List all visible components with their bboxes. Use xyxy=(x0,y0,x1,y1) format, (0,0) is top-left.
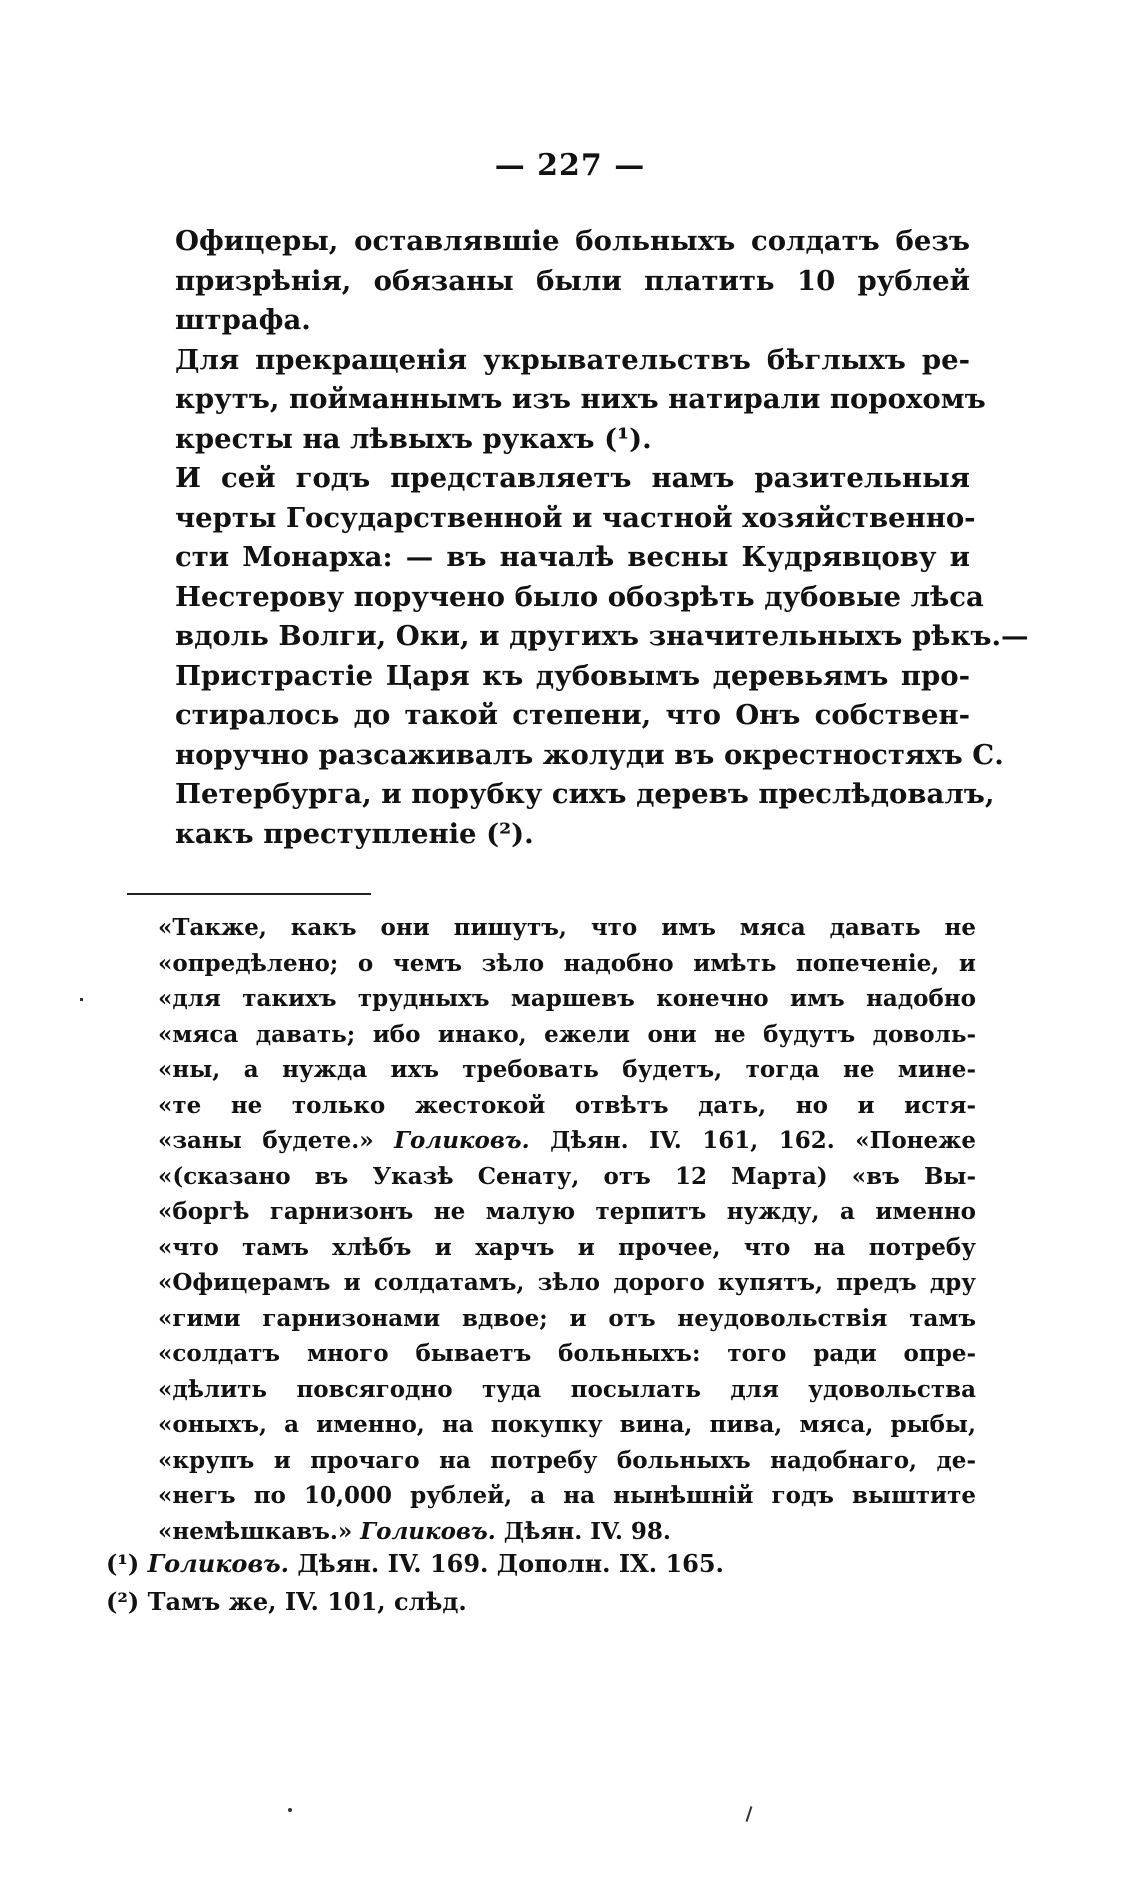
footnote-text: Дѣян. IV. 169. Дополн. IX. 165. xyxy=(297,1549,724,1578)
paragraph-2 xyxy=(175,341,986,460)
quote-text: «Понеже xyxy=(855,1127,976,1154)
quote-line: «боргѣ гарнизонъ не малую терпитъ нужду, а именно xyxy=(158,1198,976,1225)
quote-line: «Офицерамъ и солдатамъ, зѣло дорого купятъ, предъ дру xyxy=(158,1269,976,1296)
print-speck xyxy=(746,1806,753,1822)
print-speck xyxy=(288,1808,292,1812)
footnote-author: Голиковъ. xyxy=(147,1549,290,1578)
paragraph-1 xyxy=(175,222,970,341)
text-line: Офицеры, оставлявшіе больныхъ солдатъ безъ xyxy=(175,225,970,257)
quote-text: «немѣшкавъ.» xyxy=(158,1517,353,1545)
quote-line: «(сказано въ Указѣ Сенату, отъ 12 Марта) «въ Вы- xyxy=(158,1162,976,1190)
text-line: Нестерову поручено было обозрѣть дубовые лѣса xyxy=(175,580,984,613)
text-line: Пристрастіе Царя къ дубовымъ деревьямъ про- xyxy=(175,659,970,692)
text-line: сти Монарха: — въ началѣ весны Кудрявцову и xyxy=(175,541,970,573)
text-line: И сей годъ представляетъ намъ разительныя xyxy=(175,462,970,494)
quote-line: «дѣлить повсягодно туда посылать для удовольства xyxy=(158,1375,976,1403)
quote-line: «гими гарнизонами вдвое; и отъ неудовольствія тамъ xyxy=(158,1304,976,1332)
quote-line: «те не только жестокой отвѣтъ дать, но и истя- xyxy=(158,1091,976,1119)
quote-line-citation xyxy=(158,1123,976,1159)
paragraph-3 xyxy=(175,459,1029,854)
quote-line: «для такихъ трудныхъ маршевъ конечно имъ надобно xyxy=(158,985,976,1012)
print-speck xyxy=(80,998,83,1001)
text-line: Петербурга, и порубку сихъ деревъ преслѣдовалъ, xyxy=(175,778,995,810)
quote-line: «что тамъ хлѣбъ и харчъ и прочее, что на потребу xyxy=(158,1233,976,1261)
quote-line: «мяса давать; ибо инако, ежели они не будутъ доволь- xyxy=(158,1020,976,1048)
footnote-1 xyxy=(106,1545,976,1583)
text-line: стиралось до такой степени, что Онъ собствен- xyxy=(175,699,970,731)
citation-author: Голиковъ. xyxy=(394,1127,530,1154)
quote-line: «крупъ и прочаго на потребу больныхъ надобнаго, де- xyxy=(158,1446,976,1474)
quote-line: «оныхъ, а именно, на покупку вина, пива, мяса, рыбы, xyxy=(158,1411,976,1438)
quote-line: «Также, какъ они пишутъ, что имъ мяса давать не xyxy=(158,914,976,941)
footnote-marker: (²) xyxy=(106,1587,140,1616)
citation-ref: Дѣян. IV. 98. xyxy=(503,1517,671,1545)
quote-line: «солдатъ много бываетъ больныхъ: того ради опре- xyxy=(158,1340,976,1367)
footnote-2 xyxy=(106,1583,976,1621)
quote-text: «заны будете.» xyxy=(158,1127,374,1154)
quote-line: «опредѣлено; о чемъ зѣло надобно имѣть попеченіе, и xyxy=(158,949,976,977)
text-line: черты Государственной и частной хозяйственно- xyxy=(175,501,976,534)
page-number: — 227 — xyxy=(494,148,646,183)
footnote-text: Тамъ же, IV. 101, слѣд. xyxy=(147,1587,467,1616)
quote-block xyxy=(158,910,976,1549)
text-line: кресты на лѣвыхъ рукахъ (¹). xyxy=(175,422,652,455)
citation-author: Голиковъ. xyxy=(360,1517,496,1545)
quote-line-citation xyxy=(158,1514,976,1550)
citation-ref: Дѣян. IV. 161, 162. xyxy=(550,1127,835,1154)
text-line: Для прекращенія укрывательствъ бѣглыхъ ре- xyxy=(175,343,970,376)
quote-line: «ны, а нужда ихъ требовать будетъ, тогда не мине- xyxy=(158,1056,976,1083)
footnotes xyxy=(106,1545,976,1621)
text-line: какъ преступленіе (²). xyxy=(175,817,534,850)
quote-line: «негъ по 10,000 рублей, а на нынѣшній годъ выштите xyxy=(158,1482,976,1509)
text-line: вдоль Волги, Оки, и другихъ значительныхъ рѣкъ.— xyxy=(175,620,1029,652)
text-line: норучно разсаживалъ жолуди въ окрестностяхъ С. xyxy=(175,738,1004,771)
footnote-marker: (¹) xyxy=(106,1549,140,1578)
footnote-divider xyxy=(127,893,371,895)
text-line: штрафа. xyxy=(175,304,311,336)
main-text xyxy=(175,222,1029,854)
text-line: крутъ, пойманнымъ изъ нихъ натирали порохомъ xyxy=(175,383,986,415)
text-line: призрѣнія, обязаны были платить 10 рублей xyxy=(175,264,970,297)
